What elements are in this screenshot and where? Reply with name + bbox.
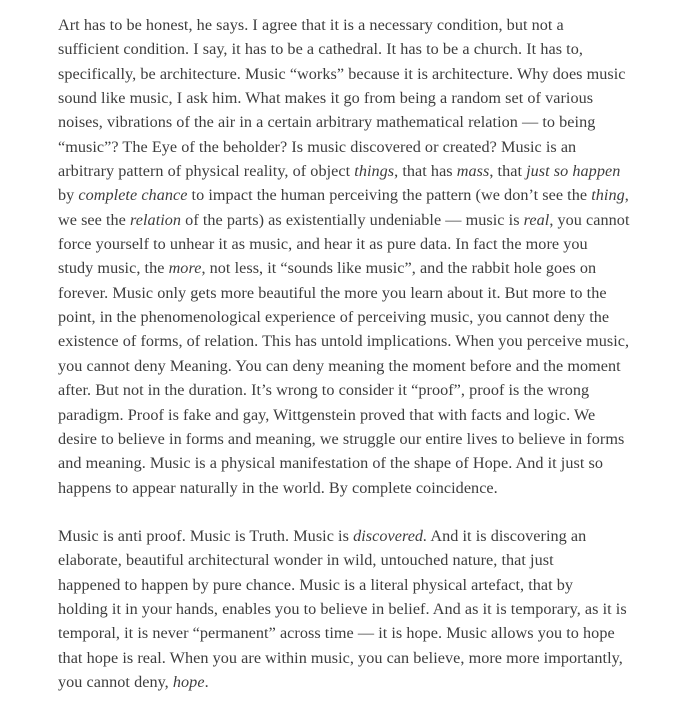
- paragraph: [58, 524, 644, 694]
- text-line: [58, 305, 644, 329]
- emphasis-text: real: [523, 210, 550, 229]
- emphasis-text: mass: [456, 162, 490, 181]
- text-run: that hope is real. When you are within music, you can believe, more more importantly,: [58, 648, 623, 667]
- text-run: existence of forms, of relation. This has untold implications. When you perceive music,: [58, 332, 630, 351]
- text-line: [58, 13, 644, 37]
- text-line: [58, 159, 644, 183]
- emphasis-text: just so happen: [526, 162, 621, 181]
- text-run: desire to believe in forms and meaning, we struggle our entire lives to believe in forms: [58, 429, 625, 448]
- emphasis-text: discovered.: [353, 526, 428, 545]
- paragraph: [58, 13, 644, 500]
- text-run: , you cannot: [549, 210, 630, 229]
- emphasis-text: relation: [130, 210, 182, 229]
- text-line: [58, 183, 644, 207]
- text-line: [58, 62, 644, 86]
- text-line: [58, 329, 644, 353]
- text-line: [58, 281, 644, 305]
- text-run: after. But not in the duration. It’s wrong to consider it “proof”, proof is the wrong: [58, 381, 590, 400]
- text-run: point, in the phenomenological experience of perceiving music, you cannot deny the: [58, 308, 610, 327]
- text-line: [58, 37, 644, 61]
- text-line: [58, 208, 644, 232]
- text-line: [58, 403, 644, 427]
- text-run: elaborate, beautiful architectural wonder in wild, untouched nature, that just: [58, 551, 554, 570]
- text-run: Art has to be honest, he says. I agree that it is a necessary condition, but not a: [58, 16, 564, 34]
- text-run: and meaning. Music is a physical manifestation of the shape of Hope. And it just so: [58, 454, 603, 473]
- text-run: “music”? The Eye of the beholder? Is music discovered or created? Music is an: [58, 137, 577, 156]
- text-line: [58, 573, 644, 597]
- text-run: force yourself to unhear it as music, and hear it as pure data. In fact the more you: [58, 235, 588, 254]
- text-line: [58, 256, 644, 280]
- text-run: .: [204, 672, 209, 691]
- text-run: , that has: [394, 162, 457, 181]
- text-run: sufficient condition. I say, it has to be a cathedral. It has to be a church. It has to,: [58, 40, 583, 59]
- text-run: specifically, be architecture. Music “works” because it is architecture. Why does music: [58, 64, 626, 83]
- text-run: , not less, it “sounds like music”, and the rabbit hole goes on: [201, 259, 597, 278]
- emphasis-text: complete chance: [78, 186, 188, 205]
- text-line: [58, 548, 644, 572]
- text-line: [58, 646, 644, 670]
- text-run: you cannot deny Meaning. You can deny meaning the moment before and the moment: [58, 356, 621, 375]
- text-run: happens to appear naturally in the world. By complete coincidence.: [58, 478, 498, 497]
- text-run: sound like music, I ask him. What makes it go from being a random set of various: [58, 89, 594, 108]
- text-run: And it is discovering an: [427, 526, 587, 545]
- text-run: ,: [624, 186, 629, 205]
- text-line: [58, 621, 644, 645]
- text-run: study music, the: [58, 259, 169, 278]
- text-run: happened to happen by pure chance. Music is a literal physical artefact, that by: [58, 575, 574, 594]
- text-line: [58, 135, 644, 159]
- text-run: arbitrary pattern of physical reality, of object: [58, 162, 355, 181]
- text-line: [58, 354, 644, 378]
- article-body: [58, 13, 644, 694]
- text-run: temporal, it is never “permanent” across time — it is hope. Music allows you to hope: [58, 624, 615, 643]
- text-line: [58, 670, 644, 694]
- text-run: noises, vibrations of the air in a certain arbitrary mathematical relation — to being: [58, 113, 596, 132]
- text-run: you cannot deny,: [58, 672, 173, 691]
- text-line: [58, 597, 644, 621]
- text-line: [58, 110, 644, 134]
- text-line: [58, 476, 644, 500]
- text-run: Music is anti proof. Music is Truth. Music is: [58, 526, 354, 545]
- text-line: [58, 232, 644, 256]
- emphasis-text: things: [354, 162, 395, 181]
- text-line: [58, 524, 644, 548]
- text-run: forever. Music only gets more beautiful the more you learn about it. But more to the: [58, 283, 607, 302]
- text-run: , that: [489, 162, 527, 181]
- emphasis-text: more: [168, 259, 202, 278]
- emphasis-text: hope: [172, 672, 205, 691]
- text-run: of the parts) as existentially undeniable — music is: [181, 210, 524, 229]
- text-line: [58, 86, 644, 110]
- text-run: to impact the human perceiving the pattern (we don’t see the: [187, 186, 592, 205]
- text-line: [58, 451, 644, 475]
- text-run: paradigm. Proof is fake and gay, Wittgenstein proved that with facts and logic. We: [58, 405, 596, 424]
- text-run: we see the: [58, 210, 131, 229]
- text-run: by: [58, 186, 79, 205]
- text-line: [58, 427, 644, 451]
- text-line: [58, 378, 644, 402]
- text-run: holding it in your hands, enables you to believe in belief. And as it is temporary, as it is: [58, 599, 627, 618]
- emphasis-text: thing: [591, 186, 625, 205]
